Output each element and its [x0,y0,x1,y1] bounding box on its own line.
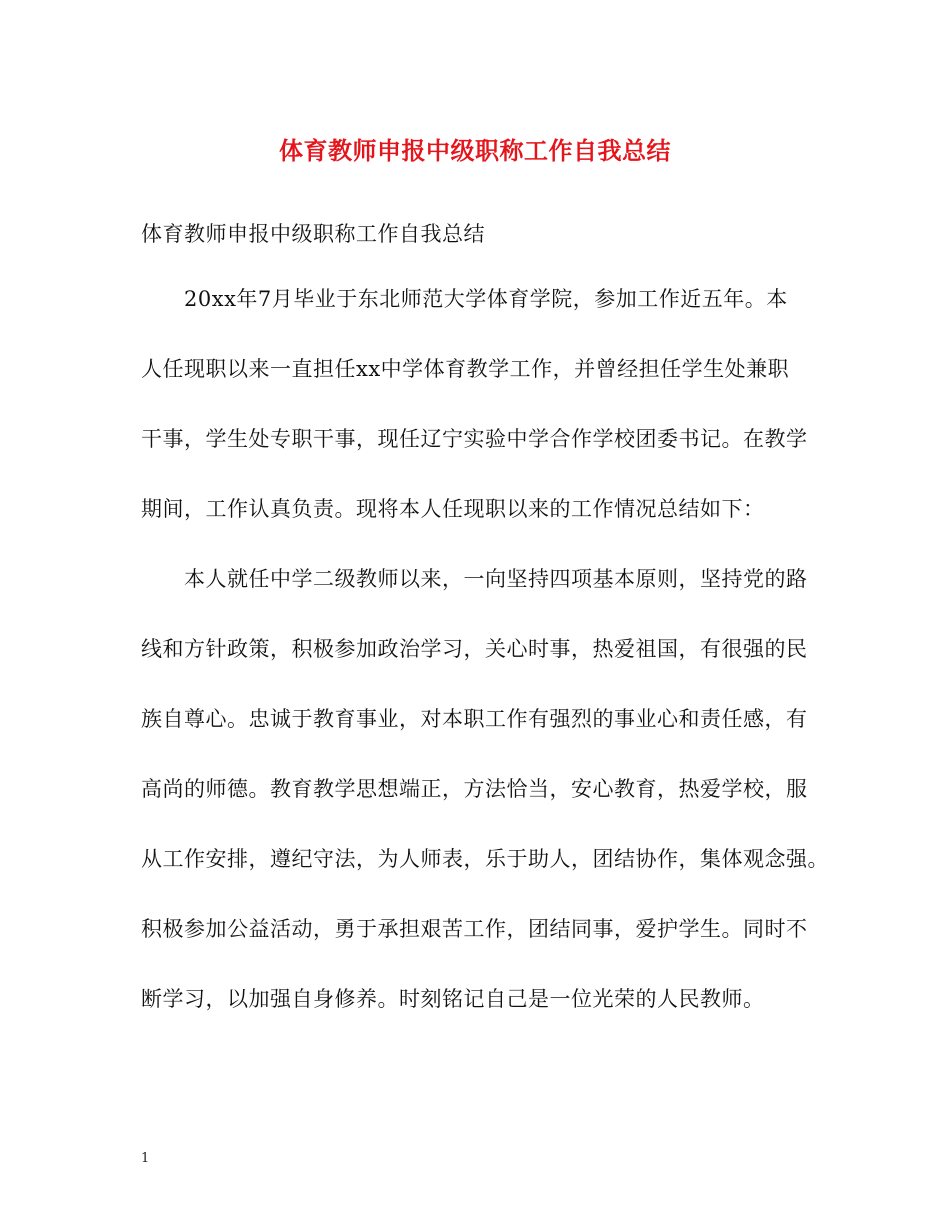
paragraph-1-line-3: 干事，学生处专职干事，现任辽宁实验中学合作学校团委书记。在教学 [141,427,808,451]
paragraph-2-line-3: 族自尊心。忠诚于教育事业，对本职工作有强烈的事业心和责任感，有 [141,707,808,731]
paragraph-2-line-2: 线和方针政策，积极参加政治学习，关心时事，热爱祖国，有很强的民 [141,637,808,661]
paragraph-2-line-6: 积极参加公益活动，勇于承担艰苦工作，团结同事，爱护学生。同时不 [141,917,808,941]
paragraph-2-line-5: 从工作安排，遵纪守法，为人师表，乐于助人，团结协作，集体观念强。 [141,847,829,871]
paragraph-1-line-2: 人任现职以来一直担任xx中学体育教学工作，并曾经担任学生处兼职 [141,357,790,381]
document-title: 体育教师申报中级职称工作自我总结 [279,136,671,165]
paragraph-1-line-1: 20xx年7月毕业于东北师范大学体育学院，参加工作近五年。本 [184,287,788,311]
paragraph-2-line-1: 本人就任中学二级教师以来，一向坚持四项基本原则，坚持党的路 [184,567,808,591]
paragraph-2-line-4: 高尚的师德。教育教学思想端正，方法恰当，安心教育，热爱学校，服 [141,777,808,801]
paragraph-2-line-7: 断学习，以加强自身修养。时刻铭记自己是一位光荣的人民教师。 [141,987,765,1011]
document-subtitle: 体育教师申报中级职称工作自我总结 [141,222,485,246]
paragraph-1-line-4: 期间，工作认真负责。现将本人任现职以来的工作情况总结如下： [141,497,765,521]
page-number: 1 [141,1151,150,1166]
